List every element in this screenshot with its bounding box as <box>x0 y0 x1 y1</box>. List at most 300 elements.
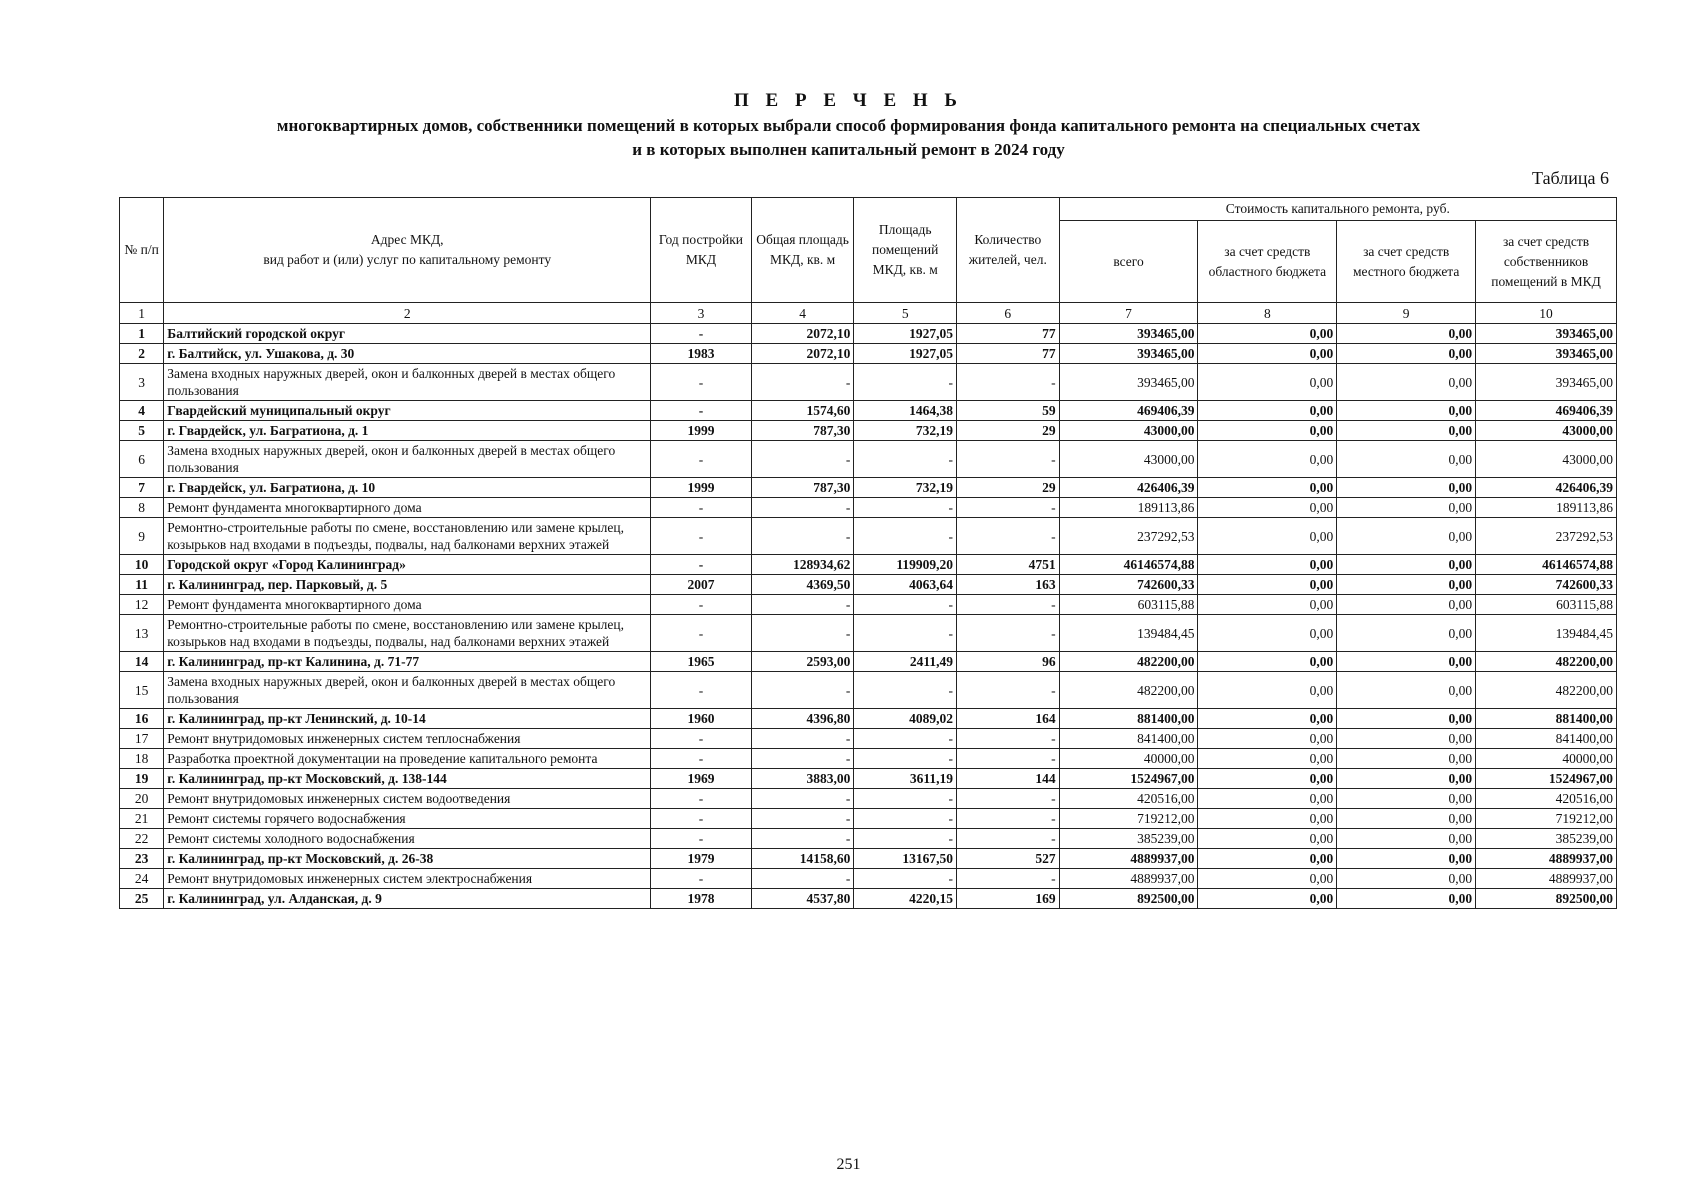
row-name: Разработка проектной документации на проведение капитального ремонта <box>164 749 651 769</box>
row-year: - <box>651 401 752 421</box>
row-cost-owners: 482200,00 <box>1476 652 1617 672</box>
row-year: 1979 <box>651 849 752 869</box>
column-number-row <box>120 303 1617 324</box>
row-total-area: - <box>751 749 854 769</box>
row-cost-total: 393465,00 <box>1059 324 1198 344</box>
row-cost-local: 0,00 <box>1337 652 1476 672</box>
column-number: 8 <box>1198 303 1337 324</box>
row-name: г. Калининград, ул. Алданская, д. 9 <box>164 889 651 909</box>
row-cost-regional: 0,00 <box>1198 829 1337 849</box>
row-cost-total: 482200,00 <box>1059 652 1198 672</box>
table-row <box>120 421 1617 441</box>
row-year: 1983 <box>651 344 752 364</box>
row-total-area: 787,30 <box>751 478 854 498</box>
table-row <box>120 729 1617 749</box>
row-total-area: - <box>751 729 854 749</box>
row-residents: 144 <box>957 769 1060 789</box>
row-year: 1960 <box>651 709 752 729</box>
row-total-area: 128934,62 <box>751 555 854 575</box>
row-residents: - <box>957 498 1060 518</box>
row-cost-local: 0,00 <box>1337 709 1476 729</box>
row-total-area: - <box>751 789 854 809</box>
row-residents: 77 <box>957 324 1060 344</box>
row-cost-regional: 0,00 <box>1198 615 1337 652</box>
row-total-area: 2593,00 <box>751 652 854 672</box>
row-premises-area: 4089,02 <box>854 709 957 729</box>
row-cost-total: 1524967,00 <box>1059 769 1198 789</box>
row-cost-owners: 385239,00 <box>1476 829 1617 849</box>
row-year: 1978 <box>651 889 752 909</box>
row-cost-local: 0,00 <box>1337 869 1476 889</box>
row-premises-area: - <box>854 729 957 749</box>
row-cost-total: 393465,00 <box>1059 344 1198 364</box>
header-address-line2: вид работ и (или) услуг по капитальному ремонту <box>263 252 552 267</box>
row-cost-owners: 4889937,00 <box>1476 849 1617 869</box>
row-cost-regional: 0,00 <box>1198 575 1337 595</box>
row-cost-total: 892500,00 <box>1059 889 1198 909</box>
row-name: г. Балтийск, ул. Ушакова, д. 30 <box>164 344 651 364</box>
row-cost-owners: 393465,00 <box>1476 324 1617 344</box>
row-residents: 163 <box>957 575 1060 595</box>
row-total-area: 4369,50 <box>751 575 854 595</box>
row-cost-total: 385239,00 <box>1059 829 1198 849</box>
row-total-area: - <box>751 615 854 652</box>
row-premises-area: - <box>854 749 957 769</box>
row-cost-owners: 4889937,00 <box>1476 869 1617 889</box>
row-cost-owners: 43000,00 <box>1476 421 1617 441</box>
row-cost-regional: 0,00 <box>1198 421 1337 441</box>
row-cost-total: 40000,00 <box>1059 749 1198 769</box>
document-subtitle-line2: и в которых выполнен капитальный ремонт в 2024 году <box>632 140 1065 159</box>
header-address-line1: Адрес МКД, <box>370 232 444 247</box>
header-cost-total: всего <box>1059 221 1198 303</box>
row-residents: - <box>957 829 1060 849</box>
row-residents: 527 <box>957 849 1060 869</box>
row-name: г. Калининград, пр-кт Московский, д. 138-144 <box>164 769 651 789</box>
row-cost-owners: 482200,00 <box>1476 672 1617 709</box>
row-number: 23 <box>120 849 164 869</box>
row-cost-regional: 0,00 <box>1198 324 1337 344</box>
table-row <box>120 869 1617 889</box>
row-cost-owners: 43000,00 <box>1476 441 1617 478</box>
row-total-area: - <box>751 595 854 615</box>
row-cost-owners: 393465,00 <box>1476 364 1617 401</box>
row-cost-regional: 0,00 <box>1198 729 1337 749</box>
row-residents: - <box>957 809 1060 829</box>
column-number: 4 <box>751 303 854 324</box>
row-residents: - <box>957 441 1060 478</box>
row-cost-regional: 0,00 <box>1198 749 1337 769</box>
row-premises-area: 2411,49 <box>854 652 957 672</box>
row-year: - <box>651 498 752 518</box>
row-total-area: - <box>751 869 854 889</box>
header-num: № п/п <box>120 198 164 303</box>
row-total-area: 3883,00 <box>751 769 854 789</box>
row-name: Ремонтно-строительные работы по смене, восстановлению или замене крылец, козырьков над входами в подъезды, подвалы, над балконами верхних этажей <box>164 518 651 555</box>
row-name: Ремонт внутридомовых инженерных систем водоотведения <box>164 789 651 809</box>
row-year: - <box>651 595 752 615</box>
row-year: - <box>651 729 752 749</box>
repair-register-table <box>119 197 1617 909</box>
row-cost-regional: 0,00 <box>1198 869 1337 889</box>
row-total-area: 1574,60 <box>751 401 854 421</box>
row-premises-area: 13167,50 <box>854 849 957 869</box>
row-premises-area: 119909,20 <box>854 555 957 575</box>
row-premises-area: 1464,38 <box>854 401 957 421</box>
row-cost-local: 0,00 <box>1337 809 1476 829</box>
row-cost-total: 603115,88 <box>1059 595 1198 615</box>
row-cost-owners: 46146574,88 <box>1476 555 1617 575</box>
row-residents: 77 <box>957 344 1060 364</box>
header-residents: Количество жителей, чел. <box>957 198 1060 303</box>
row-total-area: - <box>751 829 854 849</box>
row-number: 3 <box>120 364 164 401</box>
row-number: 4 <box>120 401 164 421</box>
row-cost-total: 469406,39 <box>1059 401 1198 421</box>
row-cost-owners: 892500,00 <box>1476 889 1617 909</box>
header-cost-group: Стоимость капитального ремонта, руб. <box>1059 198 1616 221</box>
table-row <box>120 324 1617 344</box>
row-premises-area: - <box>854 441 957 478</box>
row-year: 1999 <box>651 421 752 441</box>
row-name: г. Калининград, пр-кт Московский, д. 26-38 <box>164 849 651 869</box>
table-row <box>120 441 1617 478</box>
table-row <box>120 615 1617 652</box>
row-cost-total: 43000,00 <box>1059 441 1198 478</box>
row-number: 12 <box>120 595 164 615</box>
row-number: 25 <box>120 889 164 909</box>
row-cost-total: 393465,00 <box>1059 364 1198 401</box>
row-year: - <box>651 789 752 809</box>
row-number: 9 <box>120 518 164 555</box>
row-name: Городской округ «Город Калининград» <box>164 555 651 575</box>
row-cost-local: 0,00 <box>1337 478 1476 498</box>
row-premises-area: - <box>854 615 957 652</box>
row-cost-regional: 0,00 <box>1198 498 1337 518</box>
row-cost-total: 841400,00 <box>1059 729 1198 749</box>
row-cost-regional: 0,00 <box>1198 809 1337 829</box>
table-row <box>120 809 1617 829</box>
row-cost-owners: 469406,39 <box>1476 401 1617 421</box>
row-year: - <box>651 441 752 478</box>
row-premises-area: - <box>854 518 957 555</box>
row-cost-owners: 603115,88 <box>1476 595 1617 615</box>
row-premises-area: 1927,05 <box>854 344 957 364</box>
row-cost-regional: 0,00 <box>1198 789 1337 809</box>
table-row <box>120 849 1617 869</box>
table-row <box>120 709 1617 729</box>
column-number: 6 <box>957 303 1060 324</box>
row-cost-local: 0,00 <box>1337 749 1476 769</box>
row-cost-regional: 0,00 <box>1198 672 1337 709</box>
row-residents: - <box>957 789 1060 809</box>
table-row <box>120 672 1617 709</box>
table-row <box>120 364 1617 401</box>
row-cost-local: 0,00 <box>1337 441 1476 478</box>
row-total-area: - <box>751 809 854 829</box>
row-residents: 164 <box>957 709 1060 729</box>
row-total-area: 14158,60 <box>751 849 854 869</box>
row-year: 1999 <box>651 478 752 498</box>
page-number: 251 <box>836 1156 861 1173</box>
row-name: Замена входных наружных дверей, окон и балконных дверей в местах общего пользования <box>164 672 651 709</box>
table-row <box>120 478 1617 498</box>
row-cost-local: 0,00 <box>1337 889 1476 909</box>
row-name: г. Калининград, пер. Парковый, д. 5 <box>164 575 651 595</box>
row-number: 20 <box>120 789 164 809</box>
row-cost-owners: 393465,00 <box>1476 344 1617 364</box>
row-name: Замена входных наружных дверей, окон и балконных дверей в местах общего пользования <box>164 364 651 401</box>
column-number: 10 <box>1476 303 1617 324</box>
row-residents: - <box>957 729 1060 749</box>
table-row <box>120 749 1617 769</box>
row-total-area: 4537,80 <box>751 889 854 909</box>
row-name: Ремонт фундамента многоквартирного дома <box>164 595 651 615</box>
row-number: 21 <box>120 809 164 829</box>
column-number: 2 <box>164 303 651 324</box>
row-premises-area: - <box>854 789 957 809</box>
row-total-area: - <box>751 364 854 401</box>
table-row <box>120 829 1617 849</box>
row-cost-owners: 841400,00 <box>1476 729 1617 749</box>
row-premises-area: - <box>854 364 957 401</box>
table-row <box>120 889 1617 909</box>
header-address <box>164 198 651 303</box>
row-cost-owners: 189113,86 <box>1476 498 1617 518</box>
row-name: г. Гвардейск, ул. Багратиона, д. 10 <box>164 478 651 498</box>
row-residents: - <box>957 364 1060 401</box>
row-residents: 96 <box>957 652 1060 672</box>
row-residents: 4751 <box>957 555 1060 575</box>
row-cost-local: 0,00 <box>1337 615 1476 652</box>
row-cost-total: 742600,33 <box>1059 575 1198 595</box>
row-cost-local: 0,00 <box>1337 829 1476 849</box>
row-cost-total: 420516,00 <box>1059 789 1198 809</box>
row-total-area: - <box>751 672 854 709</box>
row-name: Ремонтно-строительные работы по смене, восстановлению или замене крылец, козырьков над входами в подъезды, подвалы, над балконами верхних этажей <box>164 615 651 652</box>
row-cost-local: 0,00 <box>1337 849 1476 869</box>
row-cost-total: 881400,00 <box>1059 709 1198 729</box>
row-cost-regional: 0,00 <box>1198 441 1337 478</box>
row-premises-area: - <box>854 672 957 709</box>
row-cost-total: 482200,00 <box>1059 672 1198 709</box>
table-row <box>120 518 1617 555</box>
row-number: 17 <box>120 729 164 749</box>
row-cost-total: 189113,86 <box>1059 498 1198 518</box>
row-cost-local: 0,00 <box>1337 401 1476 421</box>
table-body <box>120 303 1617 909</box>
row-name: Ремонт внутридомовых инженерных систем электроснабжения <box>164 869 651 889</box>
row-cost-local: 0,00 <box>1337 518 1476 555</box>
row-cost-local: 0,00 <box>1337 769 1476 789</box>
row-cost-local: 0,00 <box>1337 364 1476 401</box>
row-cost-owners: 426406,39 <box>1476 478 1617 498</box>
row-cost-regional: 0,00 <box>1198 889 1337 909</box>
document-subtitle-line1: многоквартирных домов, собственники помещений в которых выбрали способ формирования фонда капитального ремонта на специальных счетах <box>276 116 1421 135</box>
row-number: 13 <box>120 615 164 652</box>
header-cost-local: за счет средств местного бюджета <box>1337 221 1476 303</box>
row-cost-regional: 0,00 <box>1198 555 1337 575</box>
row-residents: - <box>957 518 1060 555</box>
row-cost-local: 0,00 <box>1337 595 1476 615</box>
row-total-area: - <box>751 498 854 518</box>
row-premises-area: 732,19 <box>854 421 957 441</box>
row-cost-local: 0,00 <box>1337 789 1476 809</box>
row-cost-owners: 237292,53 <box>1476 518 1617 555</box>
row-name: г. Калининград, пр-кт Калинина, д. 71-77 <box>164 652 651 672</box>
row-total-area: - <box>751 441 854 478</box>
row-cost-regional: 0,00 <box>1198 849 1337 869</box>
row-year: 2007 <box>651 575 752 595</box>
row-cost-total: 4889937,00 <box>1059 849 1198 869</box>
row-name: Балтийский городской округ <box>164 324 651 344</box>
column-number: 9 <box>1337 303 1476 324</box>
row-premises-area: - <box>854 498 957 518</box>
row-premises-area: 3611,19 <box>854 769 957 789</box>
row-premises-area: - <box>854 809 957 829</box>
row-cost-regional: 0,00 <box>1198 401 1337 421</box>
row-cost-total: 719212,00 <box>1059 809 1198 829</box>
row-residents: 59 <box>957 401 1060 421</box>
row-cost-local: 0,00 <box>1337 555 1476 575</box>
row-residents: 29 <box>957 421 1060 441</box>
table-row <box>120 595 1617 615</box>
row-number: 11 <box>120 575 164 595</box>
row-cost-owners: 40000,00 <box>1476 749 1617 769</box>
row-cost-local: 0,00 <box>1337 498 1476 518</box>
column-number: 5 <box>854 303 957 324</box>
row-cost-regional: 0,00 <box>1198 595 1337 615</box>
row-number: 2 <box>120 344 164 364</box>
row-total-area: 2072,10 <box>751 344 854 364</box>
header-cost-owners: за счет средств собственников помещений в МКД <box>1476 221 1617 303</box>
row-cost-local: 0,00 <box>1337 344 1476 364</box>
row-total-area: 2072,10 <box>751 324 854 344</box>
row-cost-regional: 0,00 <box>1198 652 1337 672</box>
column-number: 1 <box>120 303 164 324</box>
document-heading <box>0 88 1697 162</box>
row-number: 5 <box>120 421 164 441</box>
row-year: - <box>651 869 752 889</box>
row-premises-area: - <box>854 869 957 889</box>
row-premises-area: - <box>854 595 957 615</box>
row-year: - <box>651 364 752 401</box>
row-year: - <box>651 324 752 344</box>
header-total-area: Общая площадь МКД, кв. м <box>751 198 854 303</box>
row-cost-owners: 139484,45 <box>1476 615 1617 652</box>
row-cost-regional: 0,00 <box>1198 709 1337 729</box>
row-premises-area: - <box>854 829 957 849</box>
row-number: 22 <box>120 829 164 849</box>
row-year: 1969 <box>651 769 752 789</box>
row-name: Замена входных наружных дверей, окон и балконных дверей в местах общего пользования <box>164 441 651 478</box>
column-number: 3 <box>651 303 752 324</box>
row-name: Ремонт фундамента многоквартирного дома <box>164 498 651 518</box>
row-cost-total: 46146574,88 <box>1059 555 1198 575</box>
row-year: - <box>651 672 752 709</box>
row-name: Ремонт системы горячего водоснабжения <box>164 809 651 829</box>
row-premises-area: 732,19 <box>854 478 957 498</box>
row-cost-regional: 0,00 <box>1198 364 1337 401</box>
row-name: г. Гвардейск, ул. Багратиона, д. 1 <box>164 421 651 441</box>
row-number: 1 <box>120 324 164 344</box>
row-number: 10 <box>120 555 164 575</box>
table-row <box>120 769 1617 789</box>
row-total-area: 4396,80 <box>751 709 854 729</box>
table-row <box>120 498 1617 518</box>
row-residents: - <box>957 749 1060 769</box>
table-row <box>120 344 1617 364</box>
table-row <box>120 401 1617 421</box>
row-number: 16 <box>120 709 164 729</box>
row-residents: - <box>957 615 1060 652</box>
row-cost-local: 0,00 <box>1337 729 1476 749</box>
row-number: 8 <box>120 498 164 518</box>
row-name: Ремонт системы холодного водоснабжения <box>164 829 651 849</box>
row-number: 19 <box>120 769 164 789</box>
table-row <box>120 652 1617 672</box>
row-cost-regional: 0,00 <box>1198 478 1337 498</box>
row-cost-local: 0,00 <box>1337 575 1476 595</box>
row-cost-owners: 719212,00 <box>1476 809 1617 829</box>
row-cost-local: 0,00 <box>1337 672 1476 709</box>
row-total-area: 787,30 <box>751 421 854 441</box>
row-number: 7 <box>120 478 164 498</box>
row-name: Ремонт внутридомовых инженерных систем теплоснабжения <box>164 729 651 749</box>
row-cost-owners: 881400,00 <box>1476 709 1617 729</box>
row-residents: - <box>957 672 1060 709</box>
table-row <box>120 789 1617 809</box>
row-cost-owners: 420516,00 <box>1476 789 1617 809</box>
row-cost-total: 4889937,00 <box>1059 869 1198 889</box>
row-cost-regional: 0,00 <box>1198 769 1337 789</box>
table-row <box>120 555 1617 575</box>
row-premises-area: 4063,64 <box>854 575 957 595</box>
table-label: Таблица 6 <box>1532 168 1609 188</box>
table-row <box>120 575 1617 595</box>
row-number: 24 <box>120 869 164 889</box>
header-premises-area: Площадь помещений МКД, кв. м <box>854 198 957 303</box>
row-year: - <box>651 749 752 769</box>
row-number: 6 <box>120 441 164 478</box>
row-cost-owners: 742600,33 <box>1476 575 1617 595</box>
row-cost-local: 0,00 <box>1337 421 1476 441</box>
row-name: Гвардейский муниципальный округ <box>164 401 651 421</box>
row-year: 1965 <box>651 652 752 672</box>
row-cost-total: 43000,00 <box>1059 421 1198 441</box>
row-cost-total: 139484,45 <box>1059 615 1198 652</box>
row-cost-total: 237292,53 <box>1059 518 1198 555</box>
header-cost-regional: за счет средств областного бюджета <box>1198 221 1337 303</box>
row-premises-area: 4220,15 <box>854 889 957 909</box>
row-premises-area: 1927,05 <box>854 324 957 344</box>
row-year: - <box>651 518 752 555</box>
column-number: 7 <box>1059 303 1198 324</box>
row-cost-total: 426406,39 <box>1059 478 1198 498</box>
row-year: - <box>651 809 752 829</box>
row-number: 14 <box>120 652 164 672</box>
row-residents: 169 <box>957 889 1060 909</box>
row-residents: - <box>957 869 1060 889</box>
row-cost-owners: 1524967,00 <box>1476 769 1617 789</box>
row-name: г. Калининград, пр-кт Ленинский, д. 10-14 <box>164 709 651 729</box>
row-year: - <box>651 555 752 575</box>
header-year: Год постройки МКД <box>651 198 752 303</box>
row-number: 15 <box>120 672 164 709</box>
row-cost-regional: 0,00 <box>1198 344 1337 364</box>
row-residents: 29 <box>957 478 1060 498</box>
row-year: - <box>651 829 752 849</box>
